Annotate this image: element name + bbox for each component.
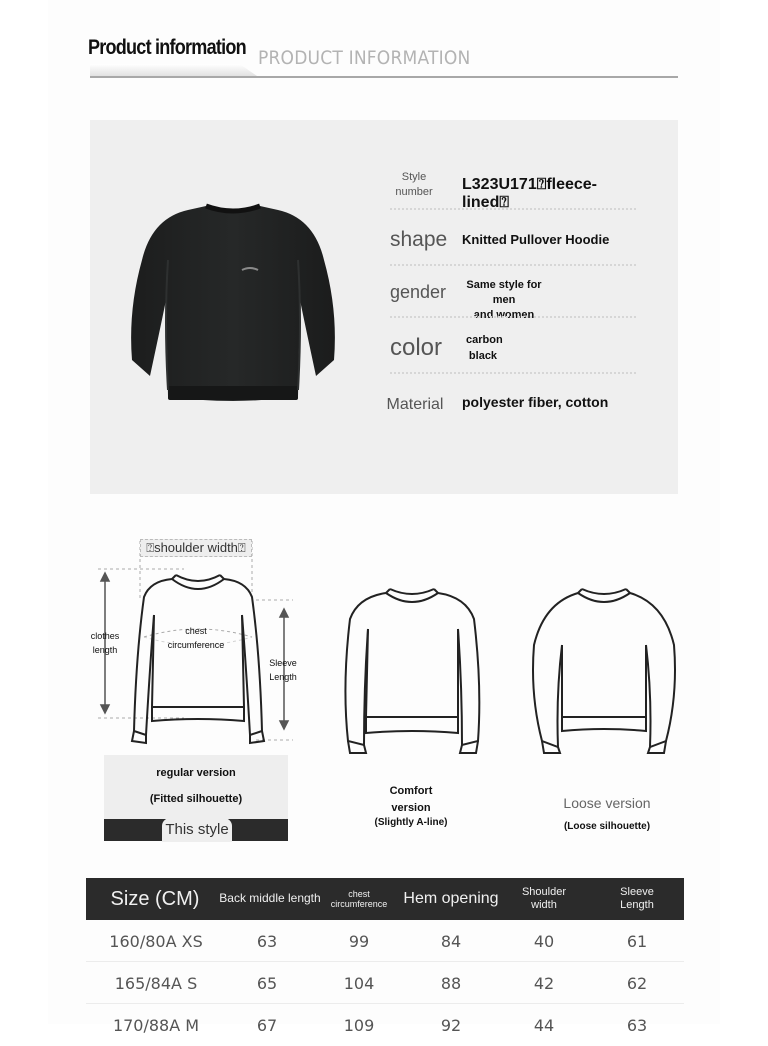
product-panel [90, 120, 678, 494]
fit-description: (Loose silhouette) [563, 821, 651, 832]
dotted-divider [390, 316, 636, 318]
size-table [86, 878, 684, 1046]
header-divider [90, 76, 678, 78]
cell-sleeve: 63 [626, 1015, 648, 1035]
fit-name: Loose version [563, 795, 651, 811]
spec-label: Style number [395, 171, 433, 198]
dotted-divider [390, 208, 636, 210]
cell-chest: 99 [348, 931, 370, 951]
cell-hem: 88 [440, 973, 462, 993]
fit-name: regular version [156, 767, 236, 779]
column-header-sleeve: Sleeve Length [620, 886, 654, 911]
table-row [86, 1004, 684, 1046]
column-header-size: Size (CM) [110, 887, 200, 910]
spec-value: carbon black [466, 334, 503, 362]
fit-description: (Fitted silhouette) [149, 793, 243, 805]
dotted-divider [390, 264, 636, 266]
spec-value: Knitted Pullover Hoodie [462, 232, 610, 247]
this-style-label: This style [162, 818, 232, 842]
loose-fit-diagram [528, 585, 680, 761]
column-header-chest: chest circumference [330, 888, 388, 909]
this-style-badge [104, 819, 288, 841]
fit-description: (Slightly A-line) [374, 817, 448, 828]
cell-back-length: 65 [256, 973, 278, 993]
fit-name: Comfort [389, 785, 433, 797]
chest-circumference-label: chest circumference [167, 626, 225, 650]
fit-option-regular [104, 755, 288, 841]
cell-shoulder: 40 [533, 931, 555, 951]
column-header-hem: Hem opening [403, 889, 499, 907]
sleeve-length-label: Sleeve Length [269, 658, 297, 682]
section-subtitle: PRODUCT INFORMATION [258, 47, 471, 69]
table-row [86, 962, 684, 1004]
cell-chest: 109 [343, 1015, 375, 1035]
cell-shoulder: 44 [533, 1015, 555, 1035]
cell-size: 165/84A S [114, 973, 198, 993]
cell-hem: 92 [440, 1015, 462, 1035]
clothes-length-label: clothes length [90, 631, 120, 655]
spec-label: color [390, 334, 443, 361]
spec-value: Same style for men and women [466, 279, 542, 321]
fit-name: version [391, 802, 431, 814]
column-header-shoulder: Shoulder width [521, 886, 567, 911]
spec-label: gender [390, 282, 447, 302]
fit-option-comfort [368, 783, 454, 829]
spec-label: Material [386, 396, 444, 413]
cell-chest: 104 [343, 973, 375, 993]
cell-size: 160/80A XS [109, 931, 203, 951]
fit-diagram-section [88, 535, 688, 850]
table-row [86, 920, 684, 962]
spec-value: polyester fiber, cotton [462, 394, 609, 410]
spec-label: shape [390, 228, 448, 251]
cell-back-length: 63 [256, 931, 278, 951]
column-header-back-length: Back middle length [219, 891, 321, 906]
cell-sleeve: 62 [626, 973, 648, 993]
dotted-divider [390, 372, 636, 374]
cell-shoulder: 42 [533, 973, 555, 993]
comfort-fit-diagram [338, 585, 488, 761]
cell-sleeve: 61 [626, 931, 648, 951]
section-title: Product information [88, 36, 246, 59]
cell-back-length: 67 [256, 1015, 278, 1035]
cell-hem: 84 [440, 931, 462, 951]
section-header [88, 36, 678, 80]
cell-size: 170/88A M [112, 1015, 200, 1035]
shoulder-width-label: ⍰shoulder width⍰ [140, 539, 252, 557]
size-table-header [86, 878, 684, 920]
spec-value: L323U171⍰fleece-lined⍰ [462, 176, 598, 211]
product-image [128, 200, 338, 416]
fit-option-loose [548, 791, 666, 839]
